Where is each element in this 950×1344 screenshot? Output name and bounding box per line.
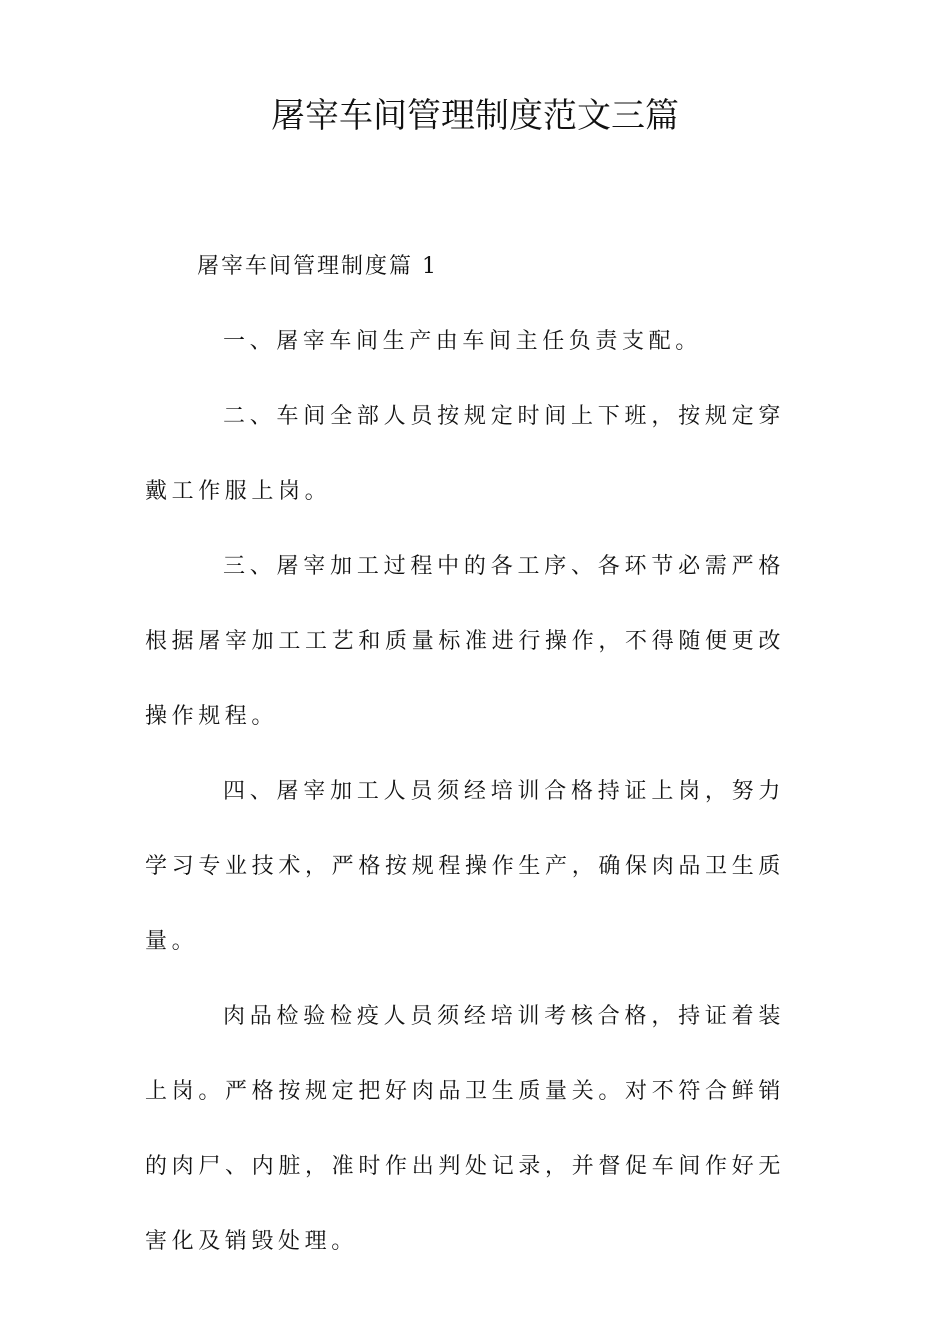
document-body bbox=[145, 229, 785, 1279]
paragraph-5: 肉品检验检疫人员须经培训考核合格，持证着装上岗。严格按规定把好肉品卫生质量关。对不符合鲜销的肉尸、内脏，准时作出判处记录，并督促车间作好无害化及销毁处理。 bbox=[145, 1004, 785, 1254]
paragraph-1: 一、屠宰车间生产由车间主任负责支配。 bbox=[223, 329, 702, 354]
paragraph-2: 二、车间全部人员按规定时间上下班，按规定穿戴工作服上岗。 bbox=[145, 404, 785, 504]
paragraph-4: 四、屠宰加工人员须经培训合格持证上岗，努力学习专业技术，严格按规程操作生产，确保肉品卫生质量。 bbox=[145, 779, 785, 954]
section-heading: 屠宰车间管理制度篇 1 bbox=[197, 254, 438, 279]
paragraph-3: 三、屠宰加工过程中的各工序、各环节必需严格根据屠宰加工工艺和质量标准进行操作，不得随便更改操作规程。 bbox=[145, 554, 785, 729]
document-title: 屠宰车间管理制度范文三篇 bbox=[271, 96, 679, 136]
